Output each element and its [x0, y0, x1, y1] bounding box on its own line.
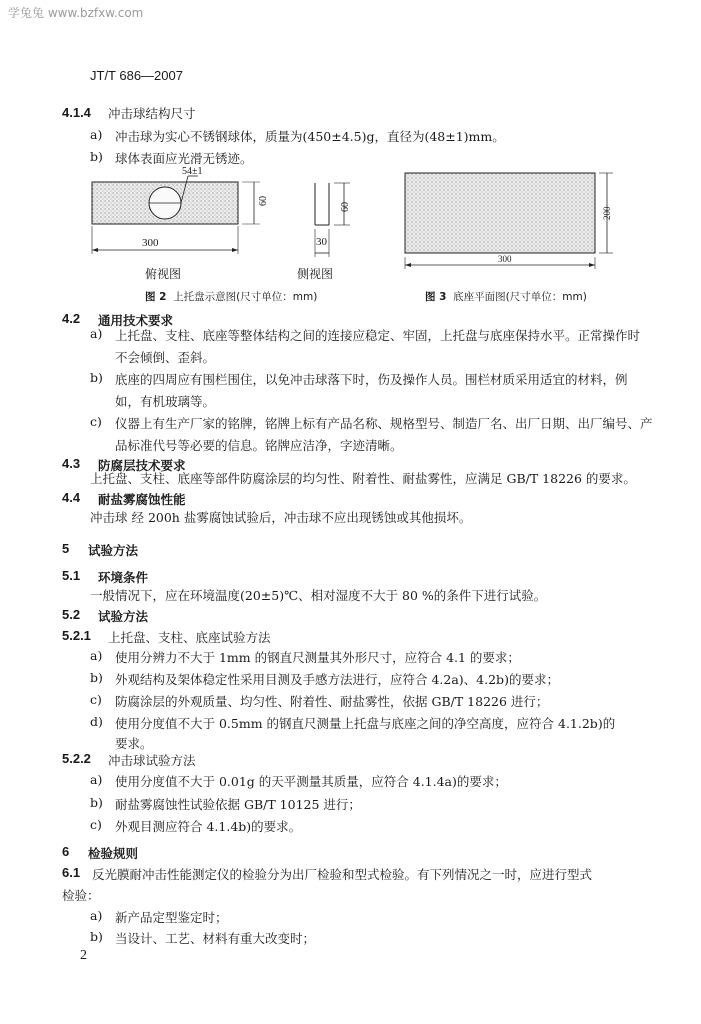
side-height-label: 60: [340, 202, 351, 212]
section-number: 5.2.2: [62, 751, 91, 766]
list-marker: a): [90, 648, 103, 663]
paragraph: 冲击球 经 200h 盐雾腐蚀试验后，冲击球不应出现锈蚀或其他损坏。: [90, 510, 472, 525]
width-label: 300: [142, 237, 159, 249]
section-number: 5.2.1: [62, 628, 91, 643]
section-title: 环境条件: [98, 570, 149, 585]
section-number: 4.4: [62, 490, 81, 505]
list-item-continued: 如，有机玻璃等。: [115, 394, 216, 409]
section-title: 防腐层技术要求: [98, 458, 186, 473]
section-title: 耐盐雾腐蚀性能: [98, 492, 186, 507]
paragraph: 一般情况下，应在环境温度(20±5)℃、相对湿度不大于 80 %的条件下进行试验。: [90, 588, 547, 603]
page-number: 2: [80, 948, 87, 963]
list-marker: b): [90, 929, 103, 944]
caption-number: 图 3: [425, 291, 447, 303]
figure-2-top-view: [80, 160, 280, 280]
side-width-label: 30: [316, 236, 327, 248]
list-marker: c): [90, 817, 102, 832]
list-item: 上托盘、支柱、底座等整体结构之间的连接应稳定、牢固，上托盘与底座保持水平。正常操作时: [115, 328, 641, 343]
side-view-label: 侧视图: [297, 267, 334, 281]
caption-number: 图 2: [145, 291, 167, 303]
paragraph-continued: 检验：: [62, 888, 100, 903]
list-marker: b): [90, 670, 103, 685]
list-item: 仪器上有生产厂家的铭牌，铭牌上标有产品名称、规格型号、制造厂名、出厂日期、出厂编号、产: [115, 416, 653, 431]
height-label: 60: [258, 196, 269, 206]
list-item: 外观结构及架体稳定性采用目测及手感方法进行，应符合 4.2a)、4.2b)的要求；: [115, 672, 559, 687]
caption-text: 底座平面图(尺寸单位：mm): [453, 291, 587, 303]
paragraph: 上托盘、支柱、底座等部件防腐涂层的均匀性、附着性、耐盐雾性，应满足 GB/T 18226 的要求。: [90, 471, 636, 486]
watermark: 学兔兔 www.bzfxw.com: [8, 6, 144, 20]
list-marker: a): [90, 908, 103, 923]
list-item: 冲击球为实心不锈钢球体，质量为(450±4.5)g，直径为(48±1)mm。: [115, 129, 505, 144]
diameter-label: 54±1: [182, 166, 203, 177]
section-number: 4.1.4: [62, 105, 91, 120]
list-item: 当设计、工艺、材料有重大改变时；: [115, 931, 316, 946]
figure-2-caption: [145, 289, 317, 304]
section-title: 冲击球结构尺寸: [108, 106, 196, 121]
section-title: 试验方法: [88, 543, 139, 558]
list-item: 底座的四周应有围栏围住，以免冲击球落下时，伤及操作人员。围栏材质采用适宜的材料，例: [115, 372, 628, 387]
list-item: 防腐涂层的外观质量、均匀性、附着性、耐盐雾性，依据 GB/T 18226 进行；: [115, 694, 549, 709]
list-item: 新产品定型鉴定时；: [115, 910, 228, 925]
section-number: 6: [62, 844, 70, 859]
list-item-continued: 不会倾倒、歪斜。: [115, 350, 216, 365]
list-item: 外观目测应符合 4.1.4b)的要求。: [115, 819, 302, 834]
section-title: 试验方法: [98, 609, 149, 624]
section-number: 4.2: [62, 311, 81, 326]
base-width-label: 300: [498, 254, 512, 264]
top-view-label: 俯视图: [145, 267, 182, 281]
list-marker: b): [90, 370, 103, 385]
section-number: 6.1: [62, 865, 81, 880]
list-marker: a): [90, 127, 103, 142]
paragraph: 反光膜耐冲击性能测定仪的检验分为出厂检验和型式检验。有下列情况之一时，应进行型式: [92, 867, 593, 882]
list-marker: b): [90, 149, 103, 164]
section-title: 检验规则: [88, 846, 139, 861]
list-item: 使用分度值不大于 0.01g 的天平测量其质量，应符合 4.1.4a)的要求；: [115, 774, 507, 789]
section-title: 上托盘、支柱、底座试验方法: [108, 630, 271, 645]
list-item: 使用分辨力不大于 1mm 的钢直尺测量其外形尺寸，应符合 4.1 的要求；: [115, 650, 520, 665]
section-number: 5: [62, 541, 70, 556]
list-marker: a): [90, 772, 103, 787]
section-number: 5.2: [62, 607, 81, 622]
list-item: 耐盐雾腐蚀性试验依据 GB/T 10125 进行；: [115, 797, 361, 812]
base-height-label: 200: [602, 206, 612, 220]
list-marker: d): [90, 714, 103, 729]
list-marker: c): [90, 414, 102, 429]
list-item: 使用分度值不大于 0.5mm 的钢直尺测量上托盘与底座之间的净空高度，应符合 4.1.2b)的: [115, 716, 616, 731]
list-item-continued: 要求。: [115, 736, 153, 751]
caption-text: 上托盘示意图(尺寸单位：mm): [173, 291, 318, 303]
list-marker: c): [90, 692, 102, 707]
list-item-continued: 品标准代号等必要的信息。铭牌应洁净，字迹清晰。: [115, 438, 403, 453]
figure-3-caption: [425, 289, 587, 304]
section-title: 通用技术要求: [98, 313, 174, 328]
section-number: 4.3: [62, 456, 81, 471]
list-marker: a): [90, 326, 103, 341]
standard-number: JT/T 686—2007: [90, 68, 183, 83]
list-marker: b): [90, 795, 103, 810]
list-item: 球体表面应光滑无锈迹。: [115, 151, 253, 166]
section-number: 5.1: [62, 568, 81, 583]
figure-2-side-view: [300, 175, 360, 265]
section-title: 冲击球试验方法: [108, 753, 196, 768]
